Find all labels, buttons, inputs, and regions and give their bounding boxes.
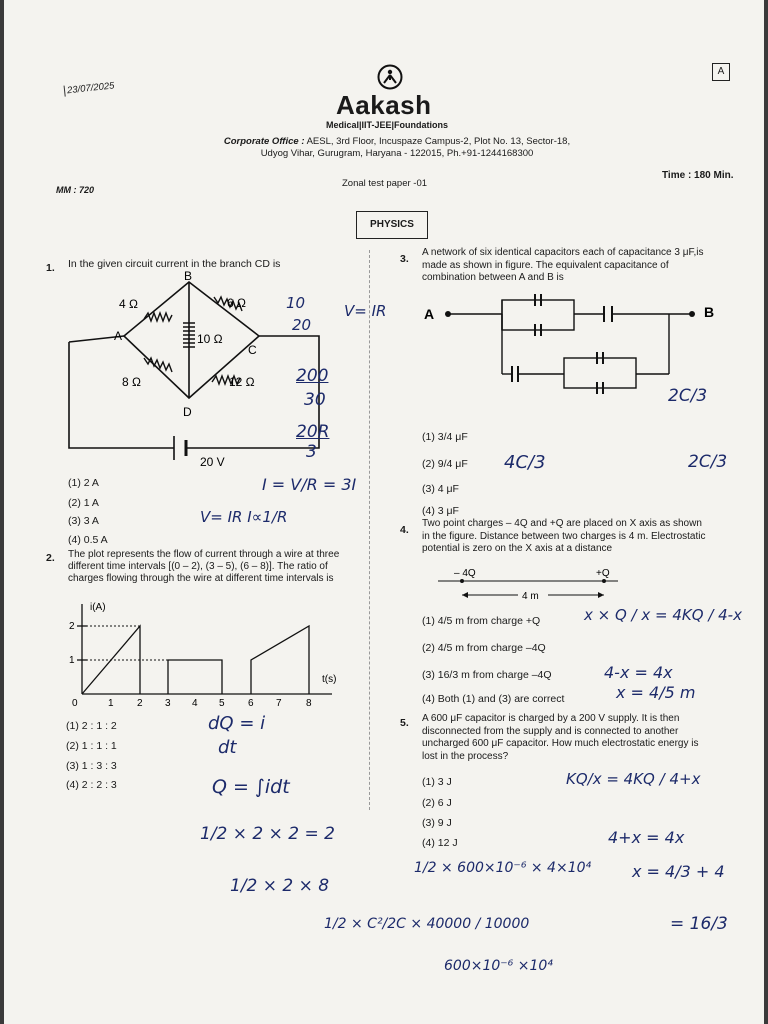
brand-subtitle: Medical|IIT-JEE|Foundations <box>326 120 449 130</box>
q2-x-tick-2: 2 <box>137 698 143 709</box>
hw-30: 30 <box>304 390 326 410</box>
aakash-logo-icon <box>377 64 403 90</box>
q4-number: 4. <box>400 524 409 536</box>
column-divider <box>369 250 370 810</box>
q2-option-2: (2) 1 : 1 : 1 <box>66 740 117 752</box>
q1-option-2: (2) 1 A <box>68 497 99 509</box>
q1-r1: 4 Ω <box>119 297 138 311</box>
hw-20: 20 <box>292 316 312 334</box>
hw-dq: dQ = i <box>208 713 266 734</box>
q1-number: 1. <box>46 262 55 274</box>
hw-area-1: 1/2 × 2 × 2 = 2 <box>200 824 335 844</box>
hw-4c-3: 4C/3 <box>504 452 546 473</box>
hw-dt: dt <box>218 737 237 758</box>
q1-label-a: A <box>114 329 123 343</box>
q2-x-axis-label: t(s) <box>322 674 337 685</box>
q2-option-1: (1) 2 : 1 : 2 <box>66 720 117 732</box>
date-stamp: 23/07/2025 <box>64 80 115 96</box>
hw-result-1: x = 4/5 m <box>616 683 696 702</box>
paper-version-box: A <box>712 63 730 81</box>
office-line1: AESL, 3rd Floor, Incuspaze Campus-2, Plot No. 13, Sector-18, <box>304 136 571 147</box>
q1-r4: 8 Ω <box>122 375 141 389</box>
q1-label-d: D <box>183 405 192 419</box>
q2-y-tick-1: 1 <box>69 655 75 666</box>
q2-current-time-graph <box>60 598 360 710</box>
q2-option-4: (4) 2 : 2 : 3 <box>66 779 117 791</box>
q1-option-4: (4) 0.5 A <box>68 534 108 546</box>
q4-option-1: (1) 4/5 m from charge +Q <box>422 615 541 627</box>
hw-20r: 20R <box>296 422 330 442</box>
hw-result-2: x = 4/3 + 4 <box>632 862 725 881</box>
hw-200: 200 <box>296 366 329 386</box>
q4-text: Two point charges – 4Q and +Q are placed on X axis as shown in the figure. Distance between two charges is 4 m. Electrostatic potential is zero on the X axis at a distance <box>422 518 706 554</box>
q3-terminal-b: B <box>704 304 715 320</box>
office-label: Corporate Office : <box>223 136 305 147</box>
q2-x-tick-0: 0 <box>72 698 78 709</box>
office-line2: Udyog Vihar, Gurugram, Haryana - 122015, Ph.+91-1244168300 <box>260 148 534 159</box>
q4-option-2: (2) 4/5 m from charge –4Q <box>422 642 546 654</box>
q3-number: 3. <box>400 253 409 265</box>
hw-10: 10 <box>286 294 306 312</box>
hw-energy-3: 600×10⁻⁶ ×10⁴ <box>444 958 553 974</box>
q2-x-tick-8: 8 <box>306 698 312 709</box>
q1-option-3: (3) 3 A <box>68 515 99 527</box>
q4-option-4: (4) Both (1) and (3) are correct <box>422 693 565 705</box>
q3-terminal-a: A <box>424 306 435 322</box>
hw-potential-eq-1: x × Q / x = 4KQ / 4-x <box>584 606 742 624</box>
test-name: Zonal test paper -01 <box>342 178 428 189</box>
corporate-office <box>182 136 612 160</box>
hw-solve-1: 4-x = 4x <box>604 663 673 682</box>
q5-option-2: (2) 6 J <box>422 797 452 809</box>
hw-2c-3-b: 2C/3 <box>688 452 728 472</box>
time-limit: Time : 180 Min. <box>662 170 734 181</box>
q2-x-tick-4: 4 <box>192 698 198 709</box>
q1-text: In the given circuit current in the branch CD is <box>68 258 281 270</box>
q4-charge-pos: +Q <box>596 568 610 579</box>
brand-name: Aakash <box>336 90 432 120</box>
q5-option-1: (1) 3 J <box>422 776 452 788</box>
q2-x-tick-5: 5 <box>219 698 225 709</box>
q4-charge-neg: – 4Q <box>454 568 476 579</box>
hw-area-2: 1/2 × 2 × 8 <box>230 876 330 896</box>
q3-option-2: (2) 9/4 μF <box>422 458 468 470</box>
hw-proportional: V= IR I∝1/R <box>200 508 288 526</box>
q1-r5: 12 Ω <box>229 375 255 389</box>
q3-option-4: (4) 3 μF <box>422 505 459 517</box>
subject-box: PHYSICS <box>356 211 428 239</box>
q2-x-tick-6: 6 <box>248 698 254 709</box>
q2-text: The plot represents the flow of current through a wire at three different time intervals [(0 – 2), (3 – 5), (6 – 8)]. The ratio of charges flowing through the wire at different time intervals is <box>68 549 340 584</box>
q3-option-1: (1) 3/4 μF <box>422 431 468 443</box>
q5-number: 5. <box>400 717 409 729</box>
q4-charges-axis <box>418 566 628 606</box>
q1-label-b: B <box>184 269 193 283</box>
hw-solve-2: 4+x = 4x <box>608 828 685 847</box>
q4-option-3: (3) 16/3 m from charge –4Q <box>422 669 552 681</box>
q1-label-c: C <box>248 343 257 357</box>
exam-paper <box>4 0 764 1024</box>
q4-distance: 4 m <box>522 591 539 602</box>
q2-y-tick-2: 2 <box>69 621 75 632</box>
q5-text: A 600 μF capacitor is charged by a 200 V supply. It is then disconnected from the supply and is connected to another uncharged 600 μF capacitor. How much electrostatic energy is lost in the process? <box>422 713 699 762</box>
q1-option-1: (1) 2 A <box>68 477 99 489</box>
q2-number: 2. <box>46 552 55 564</box>
hw-ohm-law: I = V/R = 3I <box>262 475 357 494</box>
hw-energy-2: 1/2 × C²/2C × 40000 / 10000 <box>324 916 530 932</box>
q2-x-tick-7: 7 <box>276 698 282 709</box>
q1-r2: 6 Ω <box>227 296 246 310</box>
q3-text: A network of six identical capacitors each of capacitance 3 μF,is made as shown in figure. The equivalent capacitance of combination between A and B is <box>422 247 704 283</box>
hw-energy-1: 1/2 × 600×10⁻⁶ × 4×10⁴ <box>414 860 592 876</box>
q2-x-tick-3: 3 <box>165 698 171 709</box>
hw-3: 3 <box>306 442 317 462</box>
hw-2c-3-a: 2C/3 <box>668 386 708 406</box>
hw-v-ir: V= IR <box>344 302 387 320</box>
hw-potential-eq-2: KQ/x = 4KQ / 4+x <box>566 770 701 788</box>
max-marks: MM : 720 <box>56 185 95 195</box>
q5-option-3: (3) 9 J <box>422 817 452 829</box>
q5-option-4: (4) 12 J <box>422 837 458 849</box>
q2-option-3: (3) 1 : 3 : 3 <box>66 760 117 772</box>
q2-y-axis-label: i(A) <box>90 602 106 613</box>
hw-integral: Q = ∫idt <box>212 776 290 798</box>
q1-r3: 10 Ω <box>197 332 223 346</box>
q1-voltage: 20 V <box>200 455 225 469</box>
q3-option-3: (3) 4 μF <box>422 483 459 495</box>
q2-x-tick-1: 1 <box>108 698 114 709</box>
hw-result-3: = 16/3 <box>670 914 728 934</box>
